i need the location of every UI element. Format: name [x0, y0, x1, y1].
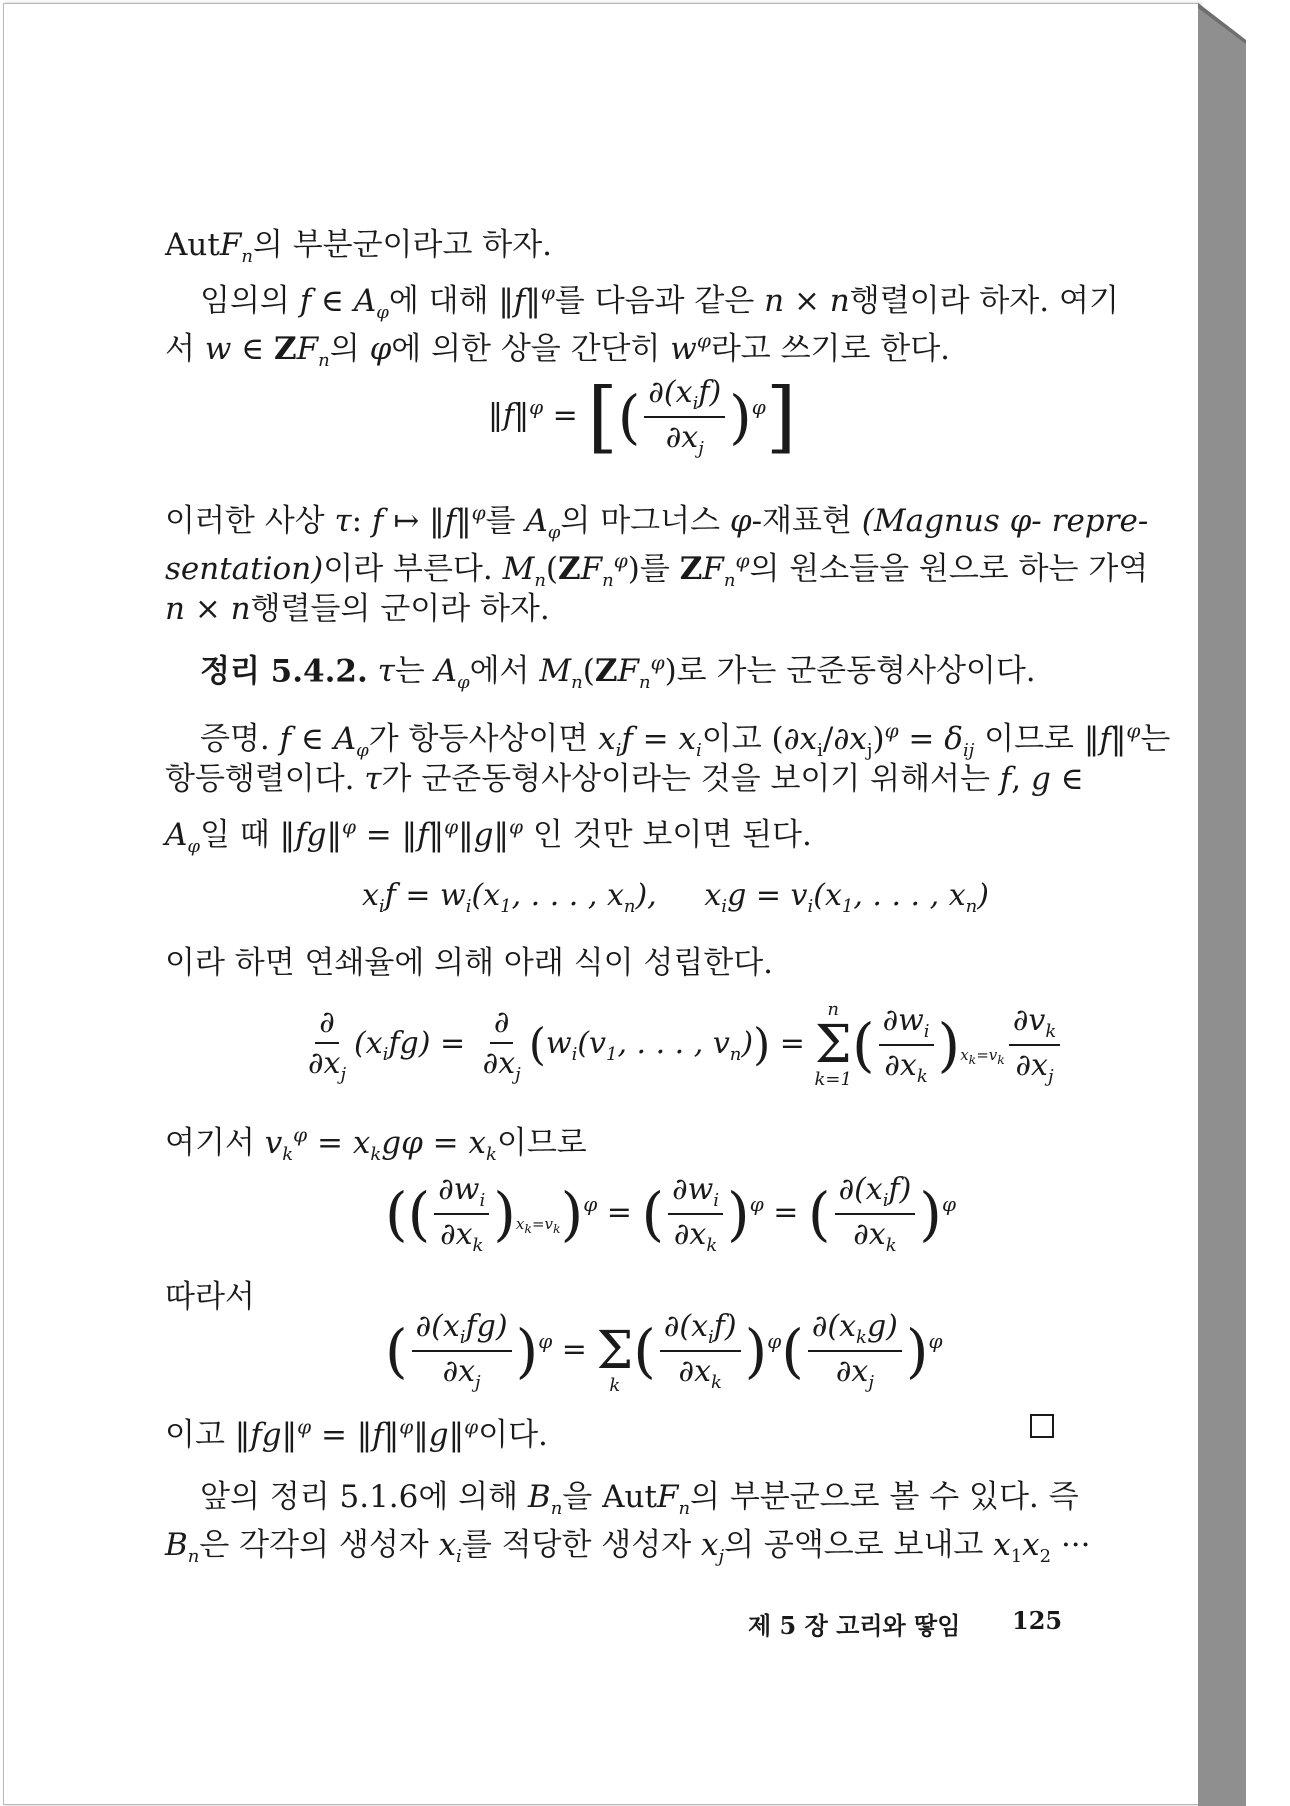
text-line: n × n행렬들의 군이라 하자.	[165, 591, 550, 627]
text-line: 임의의 f ∈ $A_\varphi$에 대해 ‖f‖$^\varphi$를 다음과 같은 n × n행렬이라 하자. 여기	[200, 281, 1119, 324]
book-edge	[1190, 0, 1290, 1806]
equation-magnus-matrix: ‖f‖$^\varphi$ = [( $\frac{\partial(x_if)}{\partial x_j}$ )$^\varphi$]	[488, 372, 797, 462]
text-line: 이고 ‖fg‖$^\varphi$ = ‖f‖$^\varphi$‖g‖$^\varphi$이다.	[165, 1415, 548, 1454]
text-line: 서 w ∈ $ZF_n$의 φ에 의한 상을 간단히 $w^\varphi$라고 쓰기로 한다.	[165, 329, 951, 372]
text-line: 이라 하면 연쇄율에 의해 아래 식이 성립한다.	[165, 945, 774, 981]
text-line: sentation)이라 부른다. $M_n(ZF_n^\varphi)$를 $ZF_n^\varphi$의 원소들을 원으로 하는 가역	[165, 549, 1149, 592]
text-line: $A_\varphi$일 때 ‖fg‖$^\varphi$ = ‖f‖$^\varphi$‖g‖$^\varphi$ 인 것만 보이면 된다.	[165, 815, 812, 858]
text-line: $B_n$은 각각의 생성자 $x_i$를 적당한 생성자 $x_j$의 공액으로 보내고 $x_1x_2$ ···	[165, 1527, 1091, 1568]
qed-box-icon	[1030, 1414, 1054, 1438]
page-number: 125	[1012, 1606, 1063, 1635]
text-line: 이러한 사상 τ: f ↦ ‖f‖$^\varphi$를 $A_\varphi$의 마그너스 φ-재표현 (Magnus φ- repre-	[165, 501, 1149, 544]
text-line: AutF$_n$의 부분군이라고 하자.	[165, 227, 552, 268]
equation-chain-rule: $\frac{\partial}{\partial x_j}$ $(x_ifg)$ = $\frac{\partial}{\partial x_j}$ ($w_i(v_1$, . . . , $v_n$)) = n Σ k=1 ( $\frac{\partial w_i}{\partial x_k}$ )$_{x_k=v_k}$ $\frac{\partial v_k}{\partial x_j}$	[300, 1000, 1064, 1090]
text-line: 항등행렬이다. τ가 군준동형사상이라는 것을 보이기 위해서는 f, g ∈	[165, 761, 1084, 797]
chapter-footer: 제 5 장 고리와 땋임	[748, 1611, 961, 1640]
text-line: 여기서 $v_k^\varphi = x_kg\varphi = x_k$이므로	[165, 1123, 587, 1166]
text-line: 따라서	[165, 1279, 255, 1315]
equation-product: ( $\frac{\partial(x_ifg)}{\partial x_j}$ )$^\varphi$ = Σ k ( $\frac{\partial(x_if)}{\partial x_k}$ )$^\varphi$( $\frac{\partial(x_kg)}{\partial x_j}$ )$^\varphi$	[385, 1309, 943, 1396]
text-line: 앞의 정리 5.1.6에 의해 $B_n$을 AutF$_n$의 부분군으로 볼 수 있다. 즉	[200, 1479, 1079, 1520]
theorem-5-4-2: 정리 5.4.2. τ는 $A_\varphi$에서 $M_n(ZF_n^\varphi)$로 가는 군준동형사상이다.	[200, 651, 1036, 694]
equation-definitions: $x_if = w_i(x_1$, . . . , $x_n$), $x_ig = v_i(x_1$, . . . , $x_n$)	[362, 878, 989, 917]
equation-substitution: (( $\frac{\partial w_i}{\partial x_k}$ )$_{x_k=v_k})^\varphi$ = ( $\frac{\partial w_i}{\partial x_k}$ )$^\varphi$ = ( $\frac{\partial(x_if)}{\partial x_k}$ )$^\varphi$	[385, 1172, 956, 1256]
proof-line: 증명. f ∈ $A_\varphi$가 항등사상이면 $x_if = x_i$이고 $(\partial x_i/\partial x_j)^\varphi = \delta_{ij}$ 이므로 ‖f‖$^\varphi$는	[200, 719, 1171, 762]
